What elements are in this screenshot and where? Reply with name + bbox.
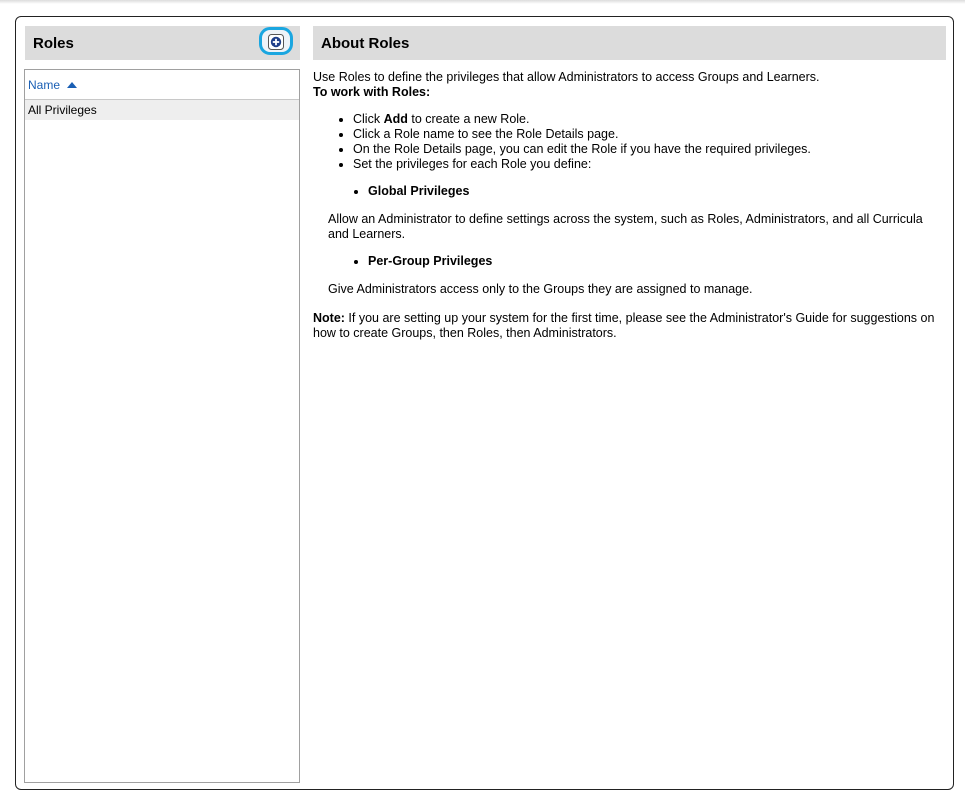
pergroup-privileges-title: • Per-Group Privileges [368, 254, 945, 269]
intro-text: Use Roles to define the privileges that allow Administrators to access Groups and Learners. [313, 70, 820, 84]
main-frame [15, 16, 954, 790]
roles-list [24, 69, 300, 783]
roles-panel-title: Roles [33, 35, 74, 52]
top-shadow [0, 0, 965, 4]
role-name-cell[interactable]: All Privileges [28, 103, 97, 117]
list-item: • On the Role Details page, you can edit the Role if you have the required privileges. [353, 142, 945, 157]
to-work-heading: To work with Roles: [313, 85, 431, 99]
about-content [313, 70, 945, 341]
add-role-button[interactable] [259, 27, 293, 55]
note-label: Note: [313, 311, 345, 325]
name-column-label: Name [28, 78, 61, 92]
add-keyword: Add [383, 112, 408, 126]
steps-list [313, 112, 945, 172]
table-row[interactable] [25, 100, 299, 120]
name-column-header[interactable] [28, 78, 77, 92]
roles-list-header [25, 70, 299, 100]
note-text: Note: If you are setting up your system for the first time, please see the Administrator's Guide for suggestions on how to create Groups, then Roles, then Administrators. [313, 311, 935, 340]
pergroup-privileges-list [313, 254, 945, 269]
global-privileges-list [313, 184, 945, 199]
plus-circle-icon [268, 34, 284, 50]
about-panel-header [313, 26, 946, 60]
list-item: • Click Add to create a new Role. [353, 112, 945, 127]
sort-ascending-icon [67, 82, 77, 88]
list-item: • Click a Role name to see the Role Details page. [353, 127, 945, 142]
about-panel-title: About Roles [321, 35, 410, 52]
list-item: • Set the privileges for each Role you define: [353, 157, 945, 172]
global-privileges-title: • Global Privileges [368, 184, 945, 199]
roles-panel-header [25, 26, 300, 60]
global-privileges-desc: Allow an Administrator to define settings across the system, such as Roles, Administrators, and all Curricula and Learners. [328, 212, 923, 241]
pergroup-privileges-desc: Give Administrators access only to the Groups they are assigned to manage. [328, 282, 753, 296]
